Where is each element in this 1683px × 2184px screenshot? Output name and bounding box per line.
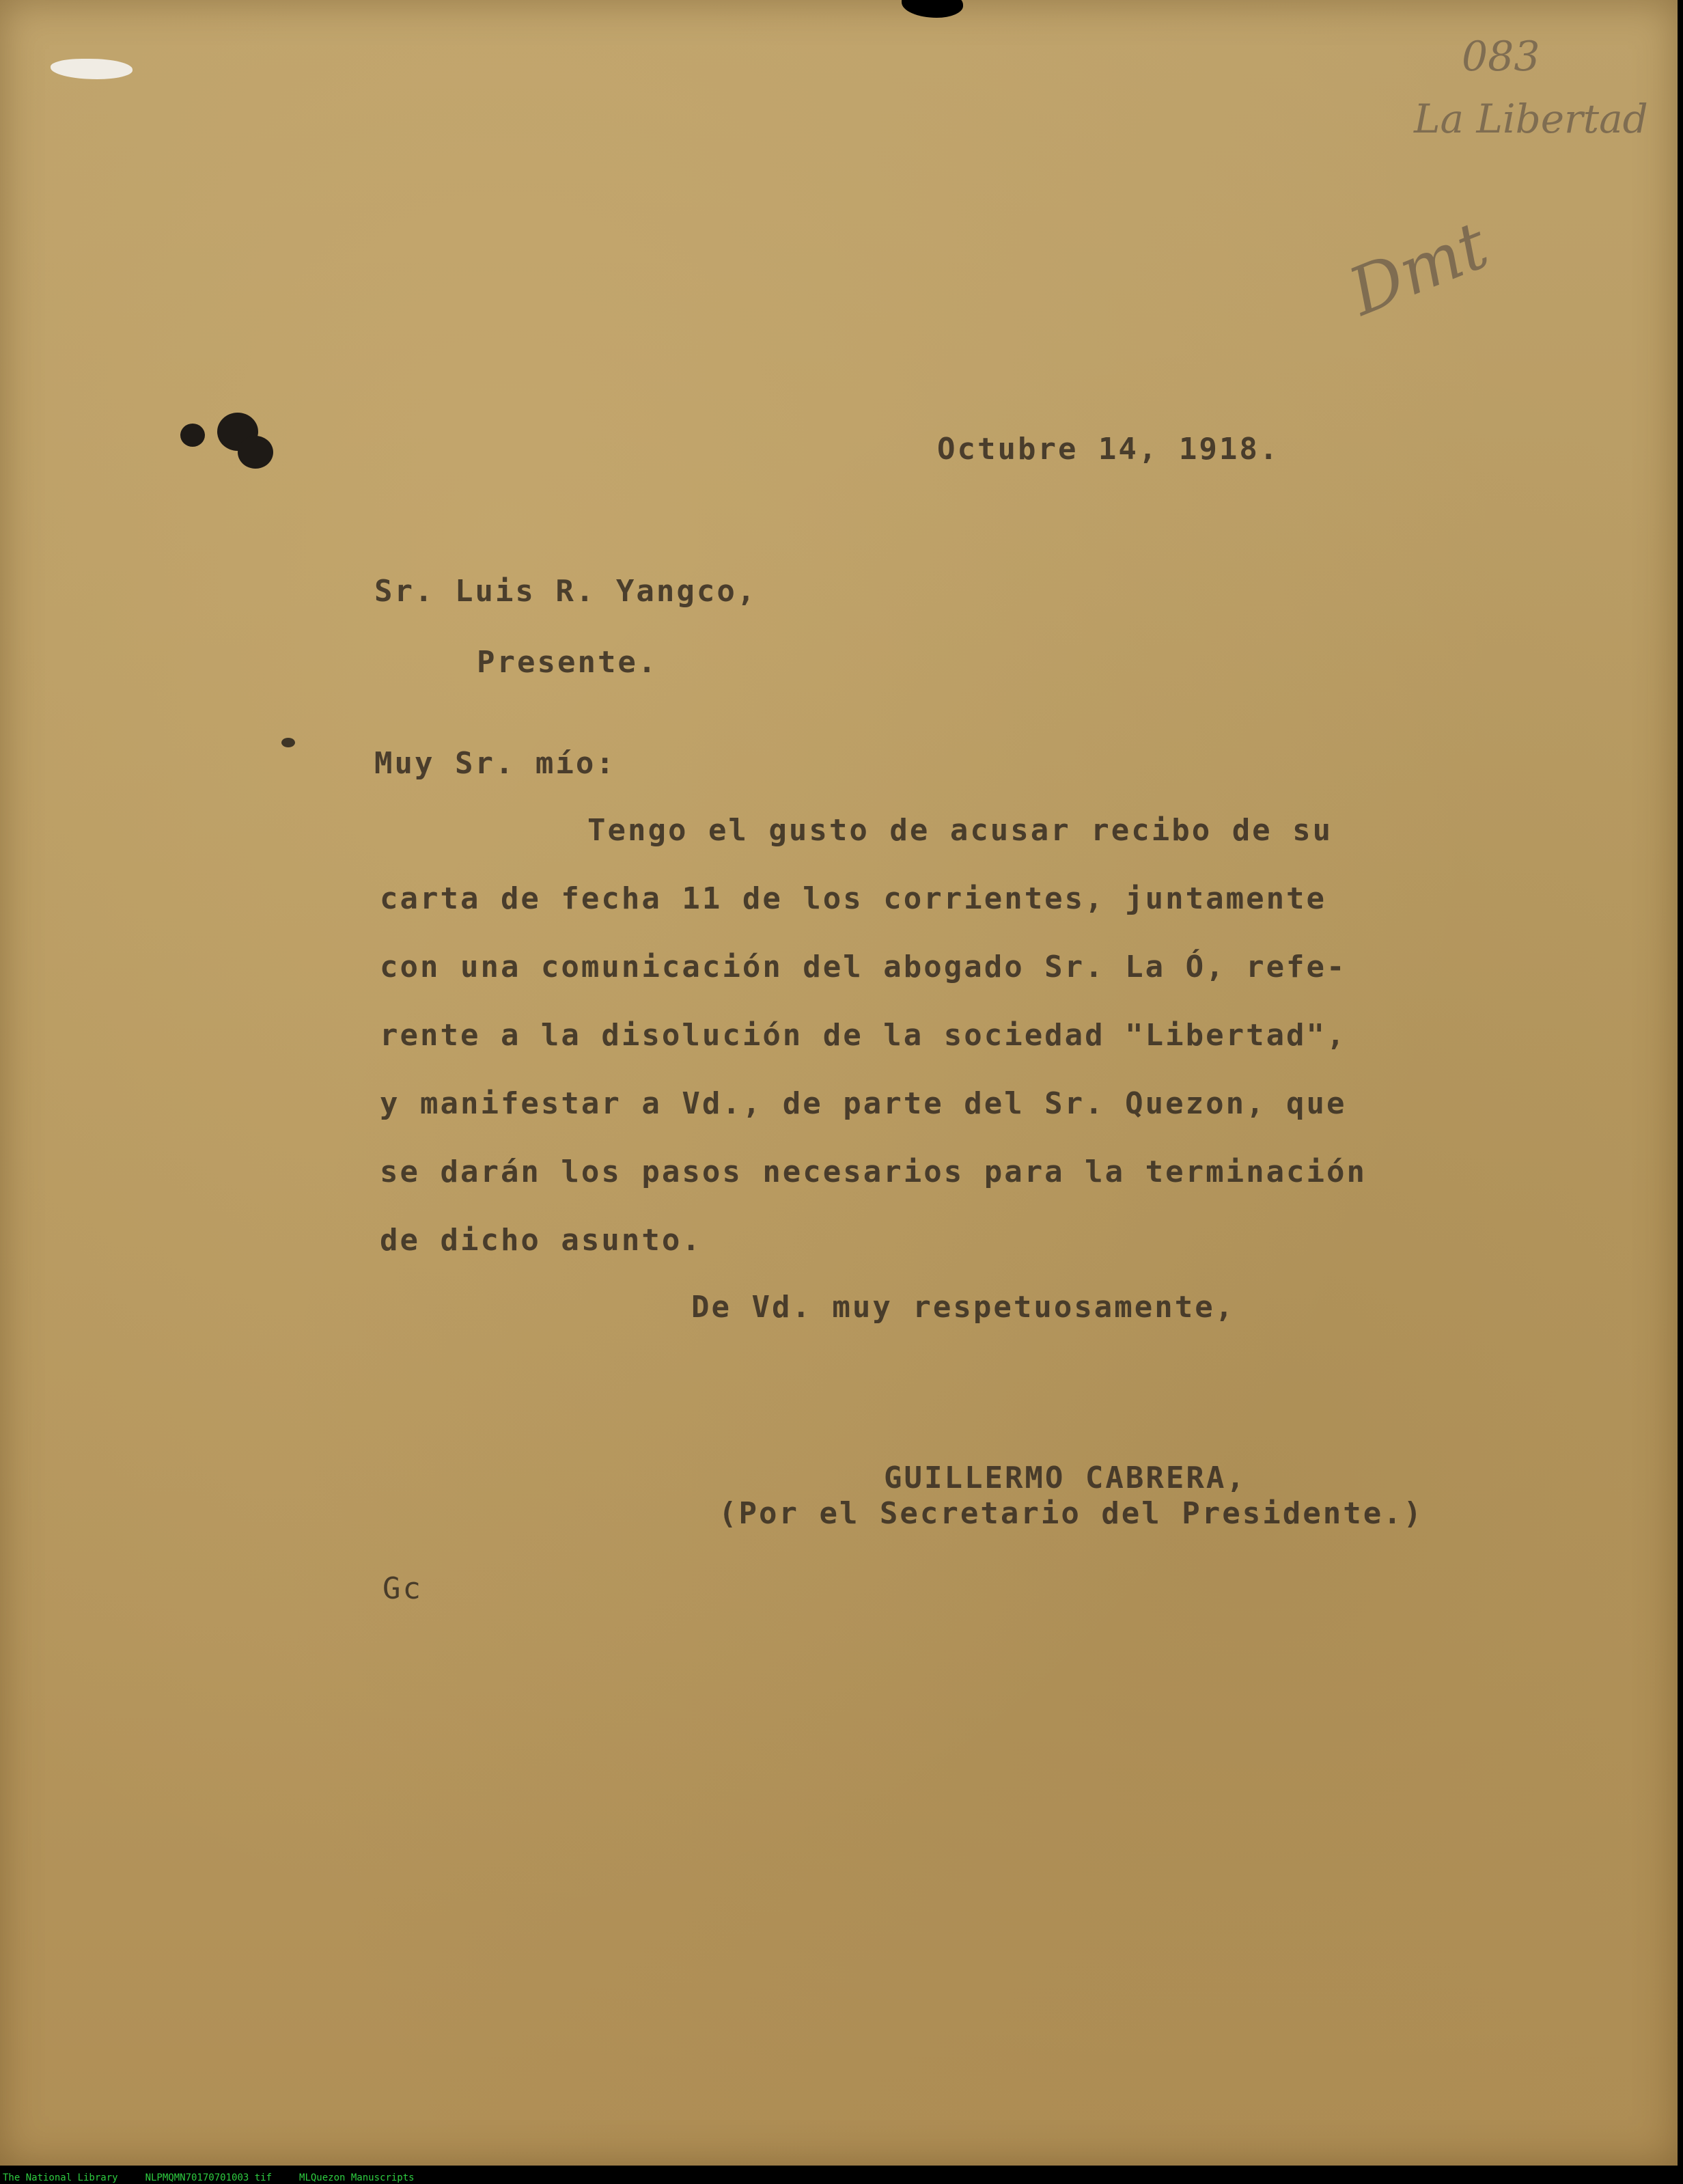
recipient-name: Sr. Luis R. Yangco,	[374, 574, 757, 609]
footer-file-id: NLPMQMN70170701003 tif	[145, 2172, 273, 2183]
top-edge-tear	[902, 0, 963, 18]
handwritten-number: 083	[1462, 33, 1540, 81]
body-line: y manifestar a Vd., de parte del Sr. Quezon, que	[380, 1086, 1347, 1121]
signer-name: GUILLERMO CABRERA,	[884, 1461, 1247, 1495]
signer-title: (Por el Secretario del Presidente.)	[719, 1496, 1424, 1531]
body-line: Tengo el gusto de acusar recibo de su	[587, 813, 1333, 848]
body-line: de dicho asunto.	[380, 1223, 702, 1258]
handwritten-subject: La Libertad	[1414, 96, 1648, 142]
letter-date: Octubre 14, 1918.	[937, 432, 1280, 467]
ink-blot-extra	[238, 436, 273, 469]
handwritten-scribble: Dmt	[1339, 206, 1499, 331]
footer-library: The National Library	[3, 2172, 118, 2183]
closing: De Vd. muy respetuosamente,	[691, 1290, 1236, 1325]
body-line: rente a la disolución de la sociedad "Libertad",	[380, 1018, 1347, 1053]
body-line: con una comunicación del abogado Sr. La Ó, refe-	[380, 950, 1347, 984]
typist-initials: Gc	[382, 1571, 423, 1606]
body-line: se darán los pasos necesarios para la terminación	[380, 1155, 1367, 1189]
salutation: Muy Sr. mío:	[374, 746, 616, 781]
paper-tear-hole	[51, 59, 133, 79]
scan-footer	[0, 2171, 1683, 2184]
footer-collection: MLQuezon Manuscripts	[299, 2172, 415, 2183]
ink-blot-small	[180, 424, 205, 447]
recipient-location: Presente.	[477, 645, 658, 680]
body-line: carta de fecha 11 de los corrientes, juntamente	[380, 881, 1327, 916]
ink-speck	[281, 738, 295, 747]
